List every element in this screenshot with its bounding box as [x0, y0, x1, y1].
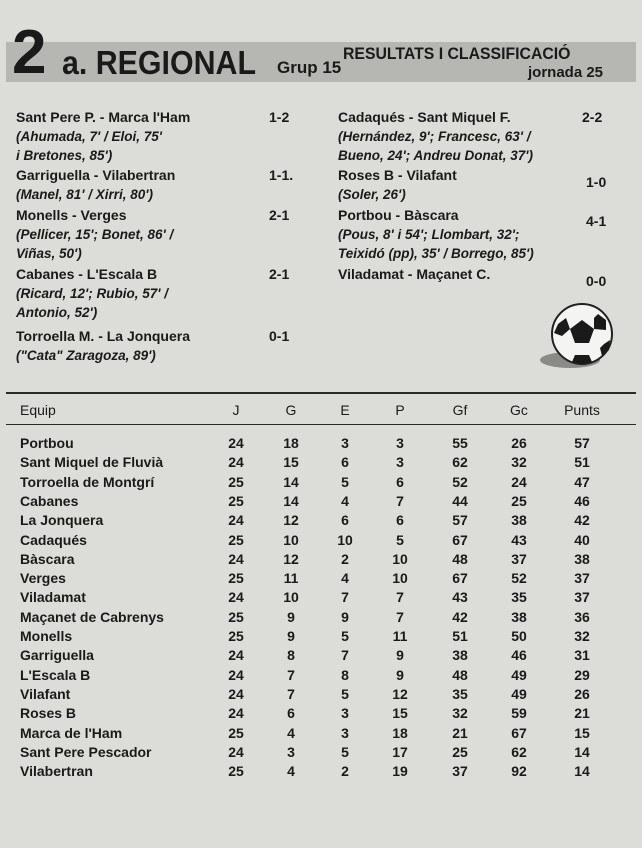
match-scorers: (Soler, 26') — [338, 187, 406, 202]
cell-drawn: 6 — [341, 512, 349, 529]
cell-goals-for: 57 — [452, 512, 468, 529]
cell-drawn: 5 — [341, 743, 349, 760]
cell-points: 15 — [574, 724, 590, 741]
cell-won: 10 — [283, 531, 299, 548]
match-scorers: (Manel, 81' / Xirri, 80') — [16, 187, 153, 202]
cell-team-name: Sant Miquel de Fluvià — [20, 454, 164, 471]
table-row — [0, 454, 642, 474]
cell-played: 25 — [228, 473, 244, 490]
cell-lost: 7 — [396, 492, 404, 509]
cell-team-name: La Jonquera — [20, 512, 104, 529]
table-header-rule — [6, 424, 636, 425]
match-scorers: (Pous, 8' i 54'; Llombart, 32'; Teixidó (pp), 35' / Borrego, 85') — [338, 227, 534, 261]
cell-goals-for: 43 — [452, 589, 468, 606]
cell-goals-against: 49 — [511, 666, 527, 683]
table-row — [0, 705, 642, 725]
cell-drawn: 2 — [341, 763, 349, 780]
cell-played: 24 — [228, 454, 244, 471]
cell-won: 7 — [287, 685, 295, 702]
table-row — [0, 609, 642, 629]
match-teams: Monells - Verges — [16, 207, 127, 223]
table-row — [0, 474, 642, 494]
cell-goals-for: 38 — [452, 647, 468, 664]
cell-lost: 3 — [396, 435, 404, 451]
cell-played: 24 — [228, 743, 244, 760]
cell-goals-against: 24 — [511, 473, 527, 490]
cell-lost: 11 — [392, 628, 408, 644]
cell-won: 12 — [283, 550, 299, 567]
cell-team-name: Portbou — [20, 435, 74, 451]
cell-drawn: 5 — [341, 473, 349, 490]
cell-goals-for: 62 — [452, 454, 468, 471]
cell-drawn: 3 — [341, 705, 349, 722]
cell-played: 25 — [228, 724, 244, 741]
cell-drawn: 4 — [341, 492, 349, 509]
match-scorers: ("Cata" Zaragoza, 89') — [16, 348, 156, 363]
match-teams: Portbou - Bàscara — [338, 207, 459, 223]
cell-goals-against: 43 — [511, 531, 527, 548]
cell-lost: 7 — [396, 589, 404, 606]
table-top-rule — [6, 392, 636, 394]
cell-drawn: 6 — [341, 454, 349, 471]
cell-lost: 6 — [396, 512, 404, 529]
cell-won: 3 — [287, 743, 295, 760]
match-score: 2-2 — [582, 109, 603, 125]
cell-team-name: Garriguella — [20, 647, 94, 664]
cell-lost: 3 — [396, 454, 404, 471]
cell-played: 24 — [228, 435, 244, 451]
cell-team-name: L'Escala B — [20, 666, 91, 683]
cell-goals-against: 38 — [511, 608, 527, 625]
cell-points: 38 — [574, 550, 590, 567]
cell-played: 25 — [228, 531, 244, 548]
section-subtitle: RESULTATS I CLASSIFICACIÓ — [343, 44, 571, 63]
cell-goals-for: 67 — [452, 570, 468, 587]
table-row — [0, 667, 642, 687]
cell-points: 29 — [574, 666, 590, 683]
cell-goals-against: 32 — [511, 454, 527, 471]
cell-team-name: Vilabertran — [20, 763, 93, 780]
cell-goals-for: 48 — [452, 666, 468, 683]
table-row — [0, 725, 642, 745]
cell-drawn: 7 — [341, 647, 349, 664]
cell-goals-for: 44 — [452, 492, 468, 509]
cell-drawn: 4 — [341, 570, 349, 587]
cell-won: 14 — [283, 492, 299, 509]
cell-points: 14 — [574, 743, 590, 760]
cell-lost: 10 — [392, 570, 408, 587]
match-score: 2-1 — [269, 266, 290, 282]
soccer-ball-icon — [534, 300, 616, 372]
cell-won: 11 — [283, 570, 299, 587]
match-score: 1-0 — [586, 174, 607, 190]
cell-goals-for: 42 — [452, 608, 468, 625]
cell-drawn: 8 — [341, 666, 349, 683]
cell-points: 32 — [574, 628, 590, 644]
cell-won: 6 — [287, 705, 295, 722]
column-header-goals-for: Gf — [452, 402, 468, 418]
cell-lost: 12 — [392, 685, 408, 702]
match-score: 4-1 — [586, 213, 607, 229]
match-scorers: (Ricard, 12'; Rubio, 57' / Antonio, 52') — [16, 286, 168, 320]
table-row — [0, 551, 642, 571]
cell-drawn: 9 — [341, 608, 349, 625]
cell-points: 51 — [574, 454, 590, 471]
cell-won: 14 — [283, 473, 299, 490]
cell-drawn: 5 — [341, 685, 349, 702]
division-title: a. REGIONAL — [62, 44, 256, 81]
cell-goals-for: 67 — [452, 531, 468, 548]
match-teams: Cadaqués - Sant Miquel F. — [338, 109, 511, 125]
cell-goals-against: 25 — [511, 492, 527, 509]
table-row — [0, 435, 642, 455]
cell-goals-against: 38 — [511, 512, 527, 529]
cell-goals-for: 21 — [452, 724, 468, 741]
cell-points: 36 — [574, 608, 590, 625]
cell-drawn: 3 — [341, 435, 349, 451]
cell-won: 4 — [287, 763, 295, 780]
cell-lost: 7 — [396, 608, 404, 625]
cell-lost: 18 — [392, 724, 408, 741]
cell-played: 25 — [228, 763, 244, 780]
cell-played: 25 — [228, 628, 244, 644]
cell-lost: 10 — [392, 550, 408, 567]
table-row — [0, 628, 642, 648]
table-row — [0, 532, 642, 552]
cell-played: 25 — [228, 570, 244, 587]
table-header — [0, 402, 642, 422]
cell-team-name: Cabanes — [20, 492, 79, 509]
cell-drawn: 10 — [337, 531, 353, 548]
table-row — [0, 493, 642, 513]
cell-drawn: 7 — [341, 589, 349, 606]
group-label: Grup 15 — [277, 58, 342, 77]
cell-won: 8 — [287, 647, 295, 664]
cell-played: 24 — [228, 666, 244, 683]
match-score: 2-1 — [269, 207, 290, 223]
cell-goals-against: 92 — [511, 763, 527, 780]
cell-goals-against: 46 — [511, 647, 527, 664]
cell-goals-against: 37 — [511, 550, 527, 567]
cell-team-name: Maçanet de Cabrenys — [20, 608, 164, 625]
cell-goals-for: 25 — [452, 743, 468, 760]
cell-points: 42 — [574, 512, 590, 529]
cell-won: 15 — [283, 454, 299, 471]
cell-points: 31 — [574, 647, 590, 664]
cell-goals-against: 50 — [511, 628, 527, 644]
cell-won: 9 — [287, 628, 295, 644]
cell-team-name: Verges — [20, 570, 66, 587]
cell-won: 9 — [287, 608, 295, 625]
cell-points: 47 — [574, 473, 590, 490]
match-score: 0-0 — [586, 273, 607, 289]
table-row — [0, 686, 642, 706]
cell-goals-for: 55 — [452, 435, 468, 451]
table-row — [0, 744, 642, 764]
column-header-played: J — [232, 402, 240, 418]
match-teams: Viladamat - Maçanet C. — [338, 266, 491, 282]
table-row — [0, 570, 642, 590]
cell-goals-against: 59 — [511, 705, 527, 722]
table-row — [0, 589, 642, 609]
cell-points: 14 — [574, 763, 590, 780]
cell-team-name: Bàscara — [20, 550, 75, 567]
column-header-won: G — [285, 402, 297, 418]
cell-won: 7 — [287, 666, 295, 683]
round-label: jornada 25 — [528, 64, 604, 81]
cell-goals-for: 37 — [452, 763, 468, 780]
cell-team-name: Torroella de Montgrí — [20, 473, 155, 490]
cell-lost: 9 — [396, 666, 404, 683]
cell-goals-against: 26 — [511, 435, 527, 451]
cell-goals-against: 49 — [511, 685, 527, 702]
cell-lost: 15 — [392, 705, 408, 722]
match-score: 0-1 — [269, 328, 290, 344]
cell-points: 37 — [574, 570, 590, 587]
cell-drawn: 2 — [341, 550, 349, 567]
column-header-team: Equip — [20, 402, 56, 418]
match-teams: Sant Pere P. - Marca l'Ham — [16, 109, 191, 125]
match-score: 1-1. — [269, 167, 294, 183]
cell-team-name: Viladamat — [20, 589, 86, 606]
cell-lost: 9 — [396, 647, 404, 664]
table-row — [0, 512, 642, 532]
match-teams: Garriguella - Vilabertran — [16, 167, 176, 183]
column-header-drawn: E — [340, 402, 350, 418]
cell-played: 25 — [228, 608, 244, 625]
cell-lost: 19 — [392, 763, 408, 780]
match-teams: Roses B - Vilafant — [338, 167, 457, 183]
column-header-points: Punts — [564, 402, 600, 418]
cell-goals-against: 67 — [511, 724, 527, 741]
cell-team-name: Sant Pere Pescador — [20, 743, 152, 760]
cell-points: 57 — [574, 435, 590, 451]
cell-lost: 6 — [396, 473, 404, 490]
cell-won: 4 — [287, 724, 295, 741]
cell-lost: 5 — [396, 531, 404, 548]
cell-points: 40 — [574, 531, 590, 548]
cell-goals-against: 62 — [511, 743, 527, 760]
cell-played: 24 — [228, 589, 244, 606]
match-scorers: (Hernández, 9'; Francesc, 63' / Bueno, 24'; Andreu Donat, 37') — [338, 129, 533, 163]
column-header-goals-against: Gc — [510, 402, 528, 418]
match-teams: Cabanes - L'Escala B — [16, 266, 158, 282]
cell-points: 26 — [574, 685, 590, 702]
cell-goals-against: 52 — [511, 570, 527, 587]
cell-team-name: Monells — [20, 628, 73, 644]
cell-won: 10 — [283, 589, 299, 606]
cell-played: 24 — [228, 550, 244, 567]
cell-played: 24 — [228, 512, 244, 529]
table-row — [0, 763, 642, 783]
cell-goals-for: 48 — [452, 550, 468, 567]
cell-won: 12 — [283, 512, 299, 529]
cell-goals-for: 51 — [452, 628, 468, 644]
cell-points: 46 — [574, 492, 590, 509]
cell-team-name: Marca de l'Ham — [20, 724, 123, 741]
cell-lost: 17 — [392, 743, 408, 760]
match-teams: Torroella M. - La Jonquera — [16, 328, 190, 344]
cell-goals-for: 35 — [452, 685, 468, 702]
cell-played: 24 — [228, 685, 244, 702]
cell-drawn: 5 — [341, 628, 349, 644]
division-number: 2 — [12, 18, 45, 87]
cell-team-name: Cadaqués — [20, 531, 87, 548]
cell-goals-for: 32 — [452, 705, 468, 722]
cell-team-name: Roses B — [20, 705, 77, 722]
table-row — [0, 647, 642, 667]
column-header-lost: P — [395, 402, 405, 418]
cell-team-name: Vilafant — [20, 685, 71, 702]
match-score: 1-2 — [269, 109, 290, 125]
cell-goals-for: 52 — [452, 473, 468, 490]
cell-played: 24 — [228, 705, 244, 722]
cell-won: 18 — [283, 435, 299, 451]
cell-played: 25 — [228, 492, 244, 509]
cell-points: 37 — [574, 589, 590, 606]
cell-points: 21 — [574, 705, 590, 722]
cell-drawn: 3 — [341, 724, 349, 741]
match-scorers: (Ahumada, 7' / Eloi, 75' i Bretones, 85') — [16, 129, 162, 163]
match-scorers: (Pellicer, 15'; Bonet, 86' / Viñas, 50') — [16, 227, 174, 261]
cell-played: 24 — [228, 647, 244, 664]
cell-goals-against: 35 — [511, 589, 527, 606]
